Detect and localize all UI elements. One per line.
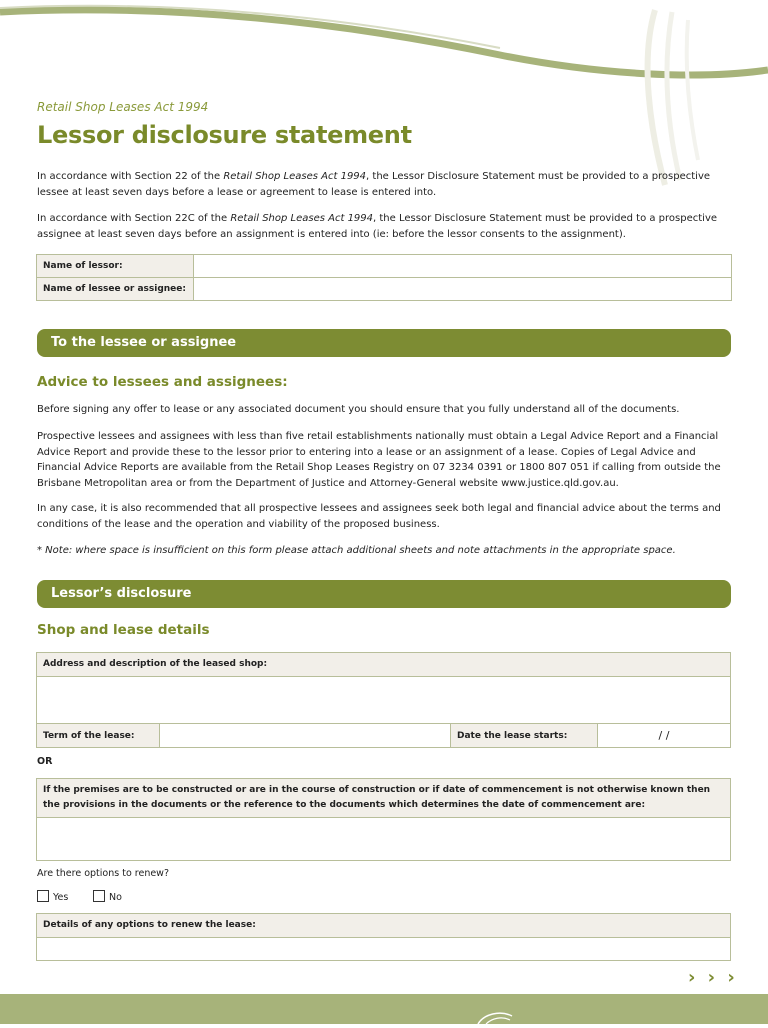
lessor-name-label: Name of lessor: bbox=[37, 255, 194, 278]
next-page-chevrons[interactable]: › › › bbox=[688, 967, 738, 988]
or-label: OR bbox=[37, 756, 53, 767]
parties-table bbox=[36, 254, 732, 301]
intro-paragraph-1: In accordance with Section 22 of the Retail Shop Leases Act 1994, the Lessor Disclosure Statement must be provided to a prospective lessee at least seven days before a lease or agreement to lease is entered into. bbox=[37, 171, 711, 198]
options-field[interactable] bbox=[37, 938, 730, 960]
yes-label: Yes bbox=[53, 892, 69, 903]
term-field[interactable] bbox=[160, 724, 451, 748]
term-table bbox=[36, 723, 731, 748]
advice-paragraph-1: Before signing any offer to lease or any associated document you should ensure that you fully understand all of the documents. bbox=[37, 404, 680, 415]
options-box bbox=[36, 913, 731, 961]
address-field[interactable] bbox=[37, 677, 730, 724]
address-label: Address and description of the leased shop: bbox=[37, 653, 730, 677]
section-bar-lessor: Lessor’s disclosure bbox=[37, 580, 731, 608]
yes-checkbox[interactable] bbox=[37, 890, 49, 902]
advice-heading: Advice to lessees and assignees: bbox=[37, 374, 288, 390]
lessee-name-field[interactable] bbox=[194, 278, 732, 301]
renew-no-option[interactable] bbox=[93, 890, 122, 903]
section-bar-lessee: To the lessee or assignee bbox=[37, 329, 731, 357]
start-date-field[interactable]: / / bbox=[598, 724, 731, 748]
lessor-name-field[interactable] bbox=[194, 255, 732, 278]
advice-paragraph-3: In any case, it is also recommended that all prospective lessees and assignees seek both legal and financial advice about the terms and conditions of the lease and the operation and viability of the proposed business. bbox=[37, 503, 721, 530]
footer-logo-icon bbox=[0, 994, 768, 1024]
renew-question: Are there options to renew? bbox=[37, 868, 169, 879]
no-label: No bbox=[109, 892, 122, 903]
act-subtitle: Retail Shop Leases Act 1994 bbox=[37, 100, 209, 114]
page-title: Lessor disclosure statement bbox=[37, 121, 412, 149]
footer-band bbox=[0, 994, 768, 1024]
advice-paragraph-2: Prospective lessees and assignees with less than five retail establishments nationally must obtain a Legal Advice Report and a Financial Advice Report and provide these to the lessor prior to entering into a lease or an assignment of a lease. Copies of Legal Advice and Financial Advice Reports are available from the Retail Shop Leases Registry on 07 3234 0391 or 1800 807 051 if calling from outside the Brisbane Metropolitan area or from the Department of Justice and Attorney-General website www.justice.qld.gov.au. bbox=[37, 431, 721, 489]
shop-lease-heading: Shop and lease details bbox=[37, 622, 210, 638]
start-date-label: Date the lease starts: bbox=[451, 724, 598, 748]
address-box bbox=[36, 652, 731, 724]
no-checkbox[interactable] bbox=[93, 890, 105, 902]
construction-label: If the premises are to be constructed or are in the course of construction or if date of commencement is not otherwise known then the provisions in the documents or the reference to the documents which determines the date of commencement are: bbox=[37, 779, 730, 818]
options-label: Details of any options to renew the lease: bbox=[37, 914, 730, 938]
renew-yes-option[interactable] bbox=[37, 890, 68, 903]
lessee-name-label: Name of lessee or assignee: bbox=[37, 278, 194, 301]
term-label: Term of the lease: bbox=[37, 724, 160, 748]
intro-paragraph-2: In accordance with Section 22C of the Retail Shop Leases Act 1994, the Lessor Disclosure Statement must be provided to a prospective assignee at least seven days before an assignment is entered into (ie: before the lessor consents to the assignment). bbox=[37, 213, 718, 240]
construction-box bbox=[36, 778, 731, 861]
construction-field[interactable] bbox=[37, 818, 730, 864]
advice-note: * Note: where space is insufficient on this form please attach additional sheets and note attachments in the appropriate space. bbox=[37, 545, 676, 556]
